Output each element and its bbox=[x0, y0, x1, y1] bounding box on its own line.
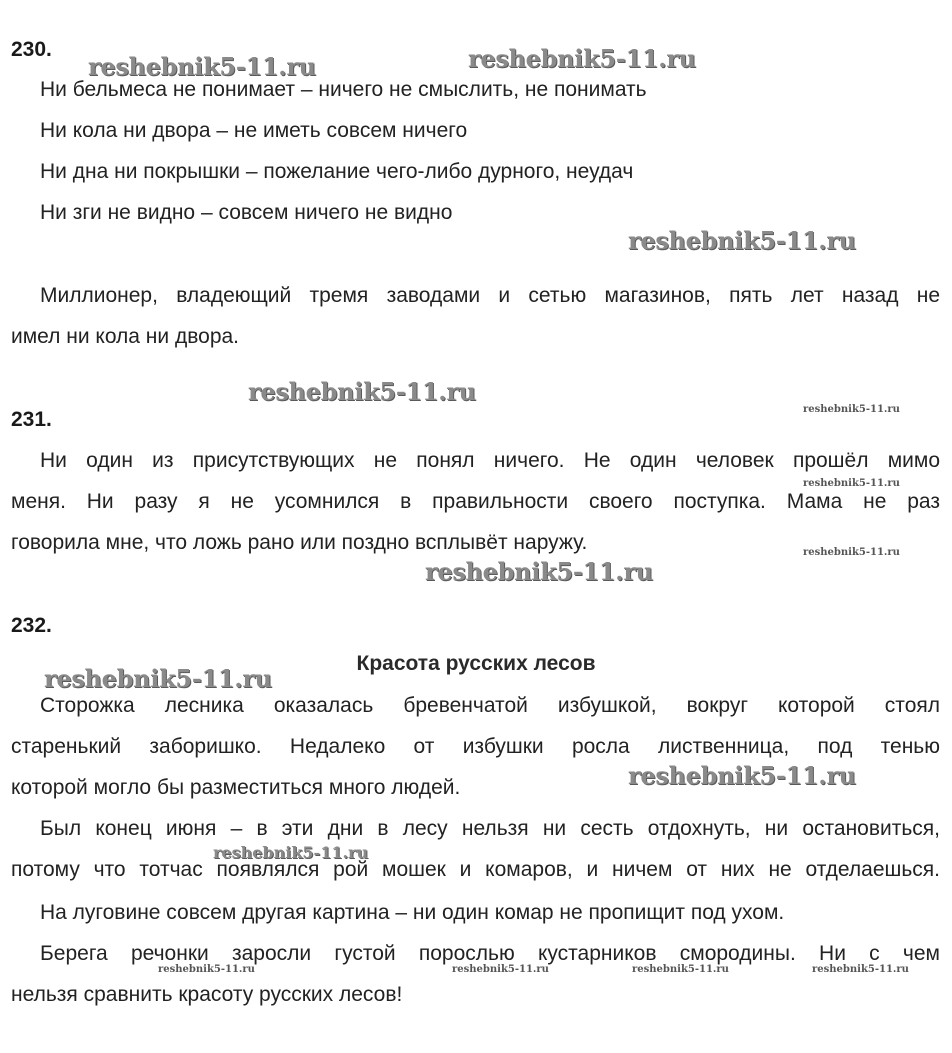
watermark: reshebnik5-11.ru bbox=[213, 843, 369, 862]
watermark: reshebnik5-11.ru bbox=[248, 377, 476, 406]
watermark: reshebnik5-11.ru bbox=[158, 964, 255, 975]
p2-line-2: потому что тотчас появлялся рой мошек и комаров, и ничем от них не отделаешься. bbox=[11, 858, 940, 881]
paragraph-231-line-1: Ни один из присутствующих не понял ничего. Не один человек прошёл мимо bbox=[40, 449, 940, 472]
p1-line-3: которой могло бы разместиться много людей. bbox=[11, 776, 461, 799]
p4-line-1: Берега речонки заросли густой порослью кустарников смородины. Ни с чем bbox=[40, 942, 940, 965]
watermark: reshebnik5-11.ru bbox=[452, 964, 549, 975]
paragraph-230-line-2: имел ни кола ни двора. bbox=[11, 325, 240, 348]
p1-line-1: Сторожка лесника оказалась бревенчатой избушкой, вокруг которой стоял bbox=[40, 694, 940, 717]
p2-line-1: Был конец июня – в эти дни в лесу нельзя ни сесть отдохнуть, ни остановиться, bbox=[40, 817, 940, 840]
idiom-line-3: Ни дна ни покрышки – пожелание чего-либо дурного, неудач bbox=[40, 160, 634, 183]
watermark: reshebnik5-11.ru bbox=[44, 664, 272, 693]
watermark: reshebnik5-11.ru bbox=[812, 964, 909, 975]
idiom-line-4: Ни зги не видно – совсем ничего не видно bbox=[40, 201, 453, 224]
watermark: reshebnik5-11.ru bbox=[803, 478, 900, 489]
p1-line-2: старенький заборишко. Недалеко от избушки росла лиственница, под тенью bbox=[11, 735, 940, 758]
idiom-line-1: Ни бельмеса не понимает – ничего не смыслить, не понимать bbox=[40, 78, 647, 101]
watermark: reshebnik5-11.ru bbox=[468, 44, 696, 73]
paragraph-230-line-1: Миллионер, владеющий тремя заводами и сетью магазинов, пять лет назад не bbox=[40, 284, 940, 307]
watermark: reshebnik5-11.ru bbox=[803, 404, 900, 415]
watermark: reshebnik5-11.ru bbox=[803, 547, 900, 558]
watermark: reshebnik5-11.ru bbox=[632, 964, 729, 975]
exercise-number-230: 230. bbox=[11, 38, 52, 61]
watermark: reshebnik5-11.ru bbox=[425, 557, 653, 586]
text-title: Красота русских лесов bbox=[356, 652, 596, 675]
p4-line-2: нельзя сравнить красоту русских лесов! bbox=[11, 983, 403, 1006]
watermark: reshebnik5-11.ru bbox=[628, 761, 856, 790]
idiom-line-2: Ни кола ни двора – не иметь совсем ничего bbox=[40, 119, 468, 142]
watermark: reshebnik5-11.ru bbox=[628, 226, 856, 255]
exercise-number-231: 231. bbox=[11, 408, 52, 431]
exercise-number-232: 232. bbox=[11, 614, 52, 637]
watermark: reshebnik5-11.ru bbox=[88, 52, 316, 81]
p3-line-1: На луговине совсем другая картина – ни один комар не пропищит под ухом. bbox=[40, 901, 785, 924]
paragraph-231-line-3: говорила мне, что ложь рано или поздно всплывёт наружу. bbox=[11, 531, 588, 554]
paragraph-231-line-2: меня. Ни разу я не усомнился в правильности своего поступка. Мама не раз bbox=[11, 490, 940, 513]
